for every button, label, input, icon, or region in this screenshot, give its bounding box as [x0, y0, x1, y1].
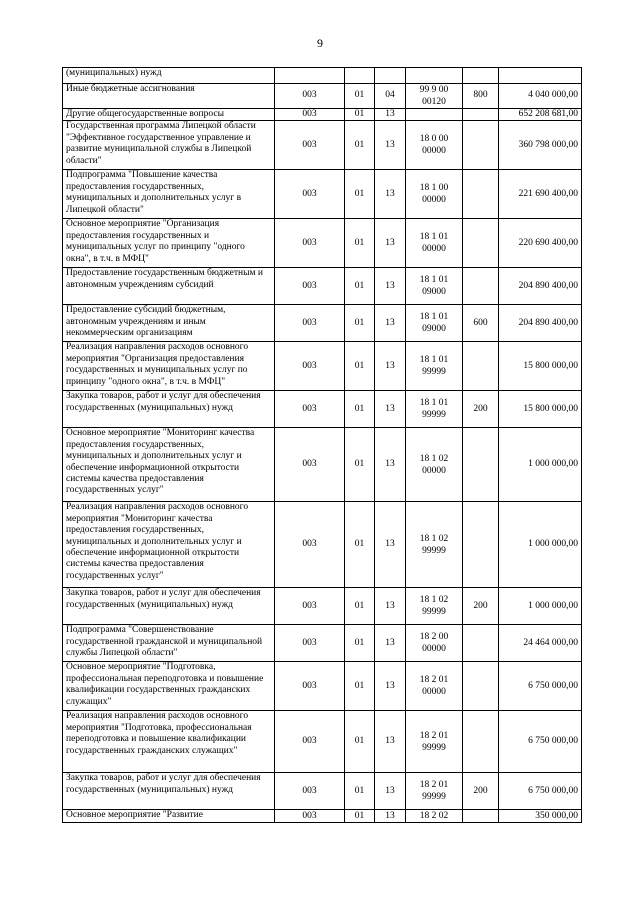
- row-section: 01: [345, 121, 375, 170]
- row-name: Закупка товаров, работ и услуг для обеспечения государственных (муниципальных) нужд: [63, 391, 275, 428]
- budget-table: [62, 67, 582, 823]
- row-expense-type: [463, 170, 499, 219]
- row-target-code: 18 1 00 00000: [406, 170, 463, 219]
- row-section: 01: [345, 268, 375, 305]
- row-admin-code: 003: [275, 219, 345, 268]
- row-section: 01: [345, 662, 375, 711]
- row-subsection: 13: [375, 662, 406, 711]
- row-name: Предоставление субсидий бюджетным, автономным учреждениям и иным некоммерческим организациям: [63, 305, 275, 342]
- row-target-code: 18 2 02: [406, 810, 463, 823]
- row-target-code: 99 9 00 00120: [406, 84, 463, 109]
- row-name: Подпрограмма "Повышение качества предоставления государственных, муниципальных и дополнительных услуг в Липецкой области": [63, 170, 275, 219]
- row-subsection: 13: [375, 121, 406, 170]
- row-sum: 350 000,00: [499, 810, 582, 823]
- row-target-code: 18 1 01 99999: [406, 342, 463, 391]
- row-subsection: 13: [375, 391, 406, 428]
- row-sum: 6 750 000,00: [499, 773, 582, 810]
- row-admin-code: 003: [275, 268, 345, 305]
- row-subsection: 13: [375, 170, 406, 219]
- row-target-code: 18 2 01 00000: [406, 662, 463, 711]
- row-expense-type: [463, 502, 499, 588]
- row-sum: 204 890 400,00: [499, 268, 582, 305]
- row-admin-code: 003: [275, 84, 345, 109]
- row-name: (муниципальных) нужд: [63, 68, 275, 84]
- row-admin-code: 003: [275, 711, 345, 773]
- row-section: 01: [345, 84, 375, 109]
- row-section: 01: [345, 391, 375, 428]
- row-expense-type: [463, 342, 499, 391]
- row-target-code: 18 1 01 09000: [406, 268, 463, 305]
- row-section: 01: [345, 810, 375, 823]
- row-name: Другие общегосударственные вопросы: [63, 109, 275, 121]
- row-sum: 6 750 000,00: [499, 711, 582, 773]
- row-sum: 4 040 000,00: [499, 84, 582, 109]
- row-name: Государственная программа Липецкой области "Эффективное государственное управление и развитие муниципальной службы в Липецкой области": [63, 121, 275, 170]
- table-row: [63, 625, 582, 662]
- row-admin-code: 003: [275, 109, 345, 121]
- row-sum: [499, 68, 582, 84]
- row-target-code: 18 2 00 00000: [406, 625, 463, 662]
- row-admin-code: 003: [275, 121, 345, 170]
- row-subsection: 04: [375, 84, 406, 109]
- row-section: 01: [345, 428, 375, 502]
- row-sum: 360 798 000,00: [499, 121, 582, 170]
- row-name: Основное мероприятие "Организация предоставления государственных и муниципальных услуг по принципу "одного окна", в т.ч. в МФЦ": [63, 219, 275, 268]
- row-subsection: 13: [375, 428, 406, 502]
- row-expense-type: [463, 711, 499, 773]
- row-admin-code: 003: [275, 773, 345, 810]
- row-subsection: 13: [375, 711, 406, 773]
- row-section: 01: [345, 219, 375, 268]
- row-admin-code: 003: [275, 502, 345, 588]
- row-section: 01: [345, 588, 375, 625]
- row-expense-type: [463, 68, 499, 84]
- row-subsection: 13: [375, 502, 406, 588]
- row-expense-type: [463, 662, 499, 711]
- table-row: [63, 305, 582, 342]
- row-name: Реализация направления расходов основного мероприятия "Мониторинг качества предоставления государственных, муниципальных и дополнительных услуг и обеспечение информационной открытости системы качества предоставления государственных услуг": [63, 502, 275, 588]
- table-row: [63, 170, 582, 219]
- row-admin-code: 003: [275, 662, 345, 711]
- row-subsection: 13: [375, 810, 406, 823]
- row-target-code: 18 0 00 00000: [406, 121, 463, 170]
- row-subsection: 13: [375, 773, 406, 810]
- row-admin-code: 003: [275, 170, 345, 219]
- row-name: Основное мероприятие "Мониторинг качества предоставления государственных, муниципальных и дополнительных услуг и обеспечение информационной открытости системы качества предоставления государственных услуг": [63, 428, 275, 502]
- row-sum: 15 800 000,00: [499, 391, 582, 428]
- row-target-code: 18 1 02 00000: [406, 428, 463, 502]
- row-admin-code: [275, 68, 345, 84]
- table-row: [63, 588, 582, 625]
- row-admin-code: 003: [275, 625, 345, 662]
- row-admin-code: 003: [275, 428, 345, 502]
- table-row: [63, 84, 582, 109]
- row-expense-type: [463, 121, 499, 170]
- table-row: [63, 810, 582, 823]
- row-expense-type: 800: [463, 84, 499, 109]
- table-row: [63, 391, 582, 428]
- row-sum: 1 000 000,00: [499, 588, 582, 625]
- row-admin-code: 003: [275, 810, 345, 823]
- table-row: [63, 428, 582, 502]
- row-section: [345, 68, 375, 84]
- table-row: [63, 502, 582, 588]
- row-admin-code: 003: [275, 588, 345, 625]
- row-admin-code: 003: [275, 305, 345, 342]
- row-subsection: 13: [375, 342, 406, 391]
- row-sum: 652 208 681,00: [499, 109, 582, 121]
- row-subsection: 13: [375, 305, 406, 342]
- page-number: 9: [317, 36, 323, 50]
- table-row: [63, 773, 582, 810]
- row-section: 01: [345, 625, 375, 662]
- row-expense-type: 600: [463, 305, 499, 342]
- row-name: Закупка товаров, работ и услуг для обеспечения государственных (муниципальных) нужд: [63, 773, 275, 810]
- row-target-code: [406, 68, 463, 84]
- row-target-code: 18 1 02 99999: [406, 502, 463, 588]
- row-section: 01: [345, 305, 375, 342]
- row-sum: 15 800 000,00: [499, 342, 582, 391]
- row-sum: 220 690 400,00: [499, 219, 582, 268]
- row-section: 01: [345, 342, 375, 391]
- row-section: 01: [345, 711, 375, 773]
- row-name: Иные бюджетные ассигнования: [63, 84, 275, 109]
- row-expense-type: [463, 219, 499, 268]
- row-name: Основное мероприятие "Подготовка, профессиональная переподготовка и повышение квалификации государственных гражданских служащих": [63, 662, 275, 711]
- table-row: [63, 121, 582, 170]
- row-expense-type: 200: [463, 773, 499, 810]
- row-sum: 24 464 000,00: [499, 625, 582, 662]
- table-row: [63, 268, 582, 305]
- row-sum: 6 750 000,00: [499, 662, 582, 711]
- row-subsection: 13: [375, 625, 406, 662]
- row-subsection: [375, 68, 406, 84]
- row-admin-code: 003: [275, 391, 345, 428]
- row-expense-type: 200: [463, 391, 499, 428]
- row-subsection: 13: [375, 268, 406, 305]
- row-admin-code: 003: [275, 342, 345, 391]
- row-target-code: 18 2 01 99999: [406, 773, 463, 810]
- table-row: [63, 219, 582, 268]
- row-subsection: 13: [375, 109, 406, 121]
- row-subsection: 13: [375, 588, 406, 625]
- row-name: Основное мероприятие "Развитие: [63, 810, 275, 823]
- table-row: [63, 662, 582, 711]
- row-section: 01: [345, 109, 375, 121]
- row-expense-type: [463, 109, 499, 121]
- row-target-code: 18 1 01 09000: [406, 305, 463, 342]
- row-target-code: 18 1 02 99999: [406, 588, 463, 625]
- row-target-code: 18 1 01 00000: [406, 219, 463, 268]
- row-sum: 1 000 000,00: [499, 502, 582, 588]
- row-section: 01: [345, 773, 375, 810]
- row-sum: 204 890 400,00: [499, 305, 582, 342]
- row-subsection: 13: [375, 219, 406, 268]
- row-name: Предоставление государственным бюджетным и автономным учреждениям субсидий: [63, 268, 275, 305]
- row-name: Реализация направления расходов основного мероприятия "Подготовка, профессиональная переподготовка и повышение квалификации государственных гражданских служащих": [63, 711, 275, 773]
- row-expense-type: [463, 810, 499, 823]
- row-expense-type: [463, 625, 499, 662]
- row-name: Закупка товаров, работ и услуг для обеспечения государственных (муниципальных) нужд: [63, 588, 275, 625]
- row-target-code: 18 2 01 99999: [406, 711, 463, 773]
- table-row: [63, 342, 582, 391]
- row-name: Реализация направления расходов основного мероприятия "Организация предоставления государственных и муниципальных услуг по принципу "одного окна", в т.ч. в МФЦ": [63, 342, 275, 391]
- row-sum: 221 690 400,00: [499, 170, 582, 219]
- row-section: 01: [345, 502, 375, 588]
- row-expense-type: [463, 428, 499, 502]
- row-section: 01: [345, 170, 375, 219]
- row-target-code: [406, 109, 463, 121]
- row-expense-type: 200: [463, 588, 499, 625]
- row-target-code: 18 1 01 99999: [406, 391, 463, 428]
- table-row: [63, 711, 582, 773]
- row-name: Подпрограмма "Совершенствование государственной гражданской и муниципальной службы Липецкой области": [63, 625, 275, 662]
- table-row: [63, 109, 582, 121]
- row-expense-type: [463, 268, 499, 305]
- row-sum: 1 000 000,00: [499, 428, 582, 502]
- table-row: [63, 68, 582, 84]
